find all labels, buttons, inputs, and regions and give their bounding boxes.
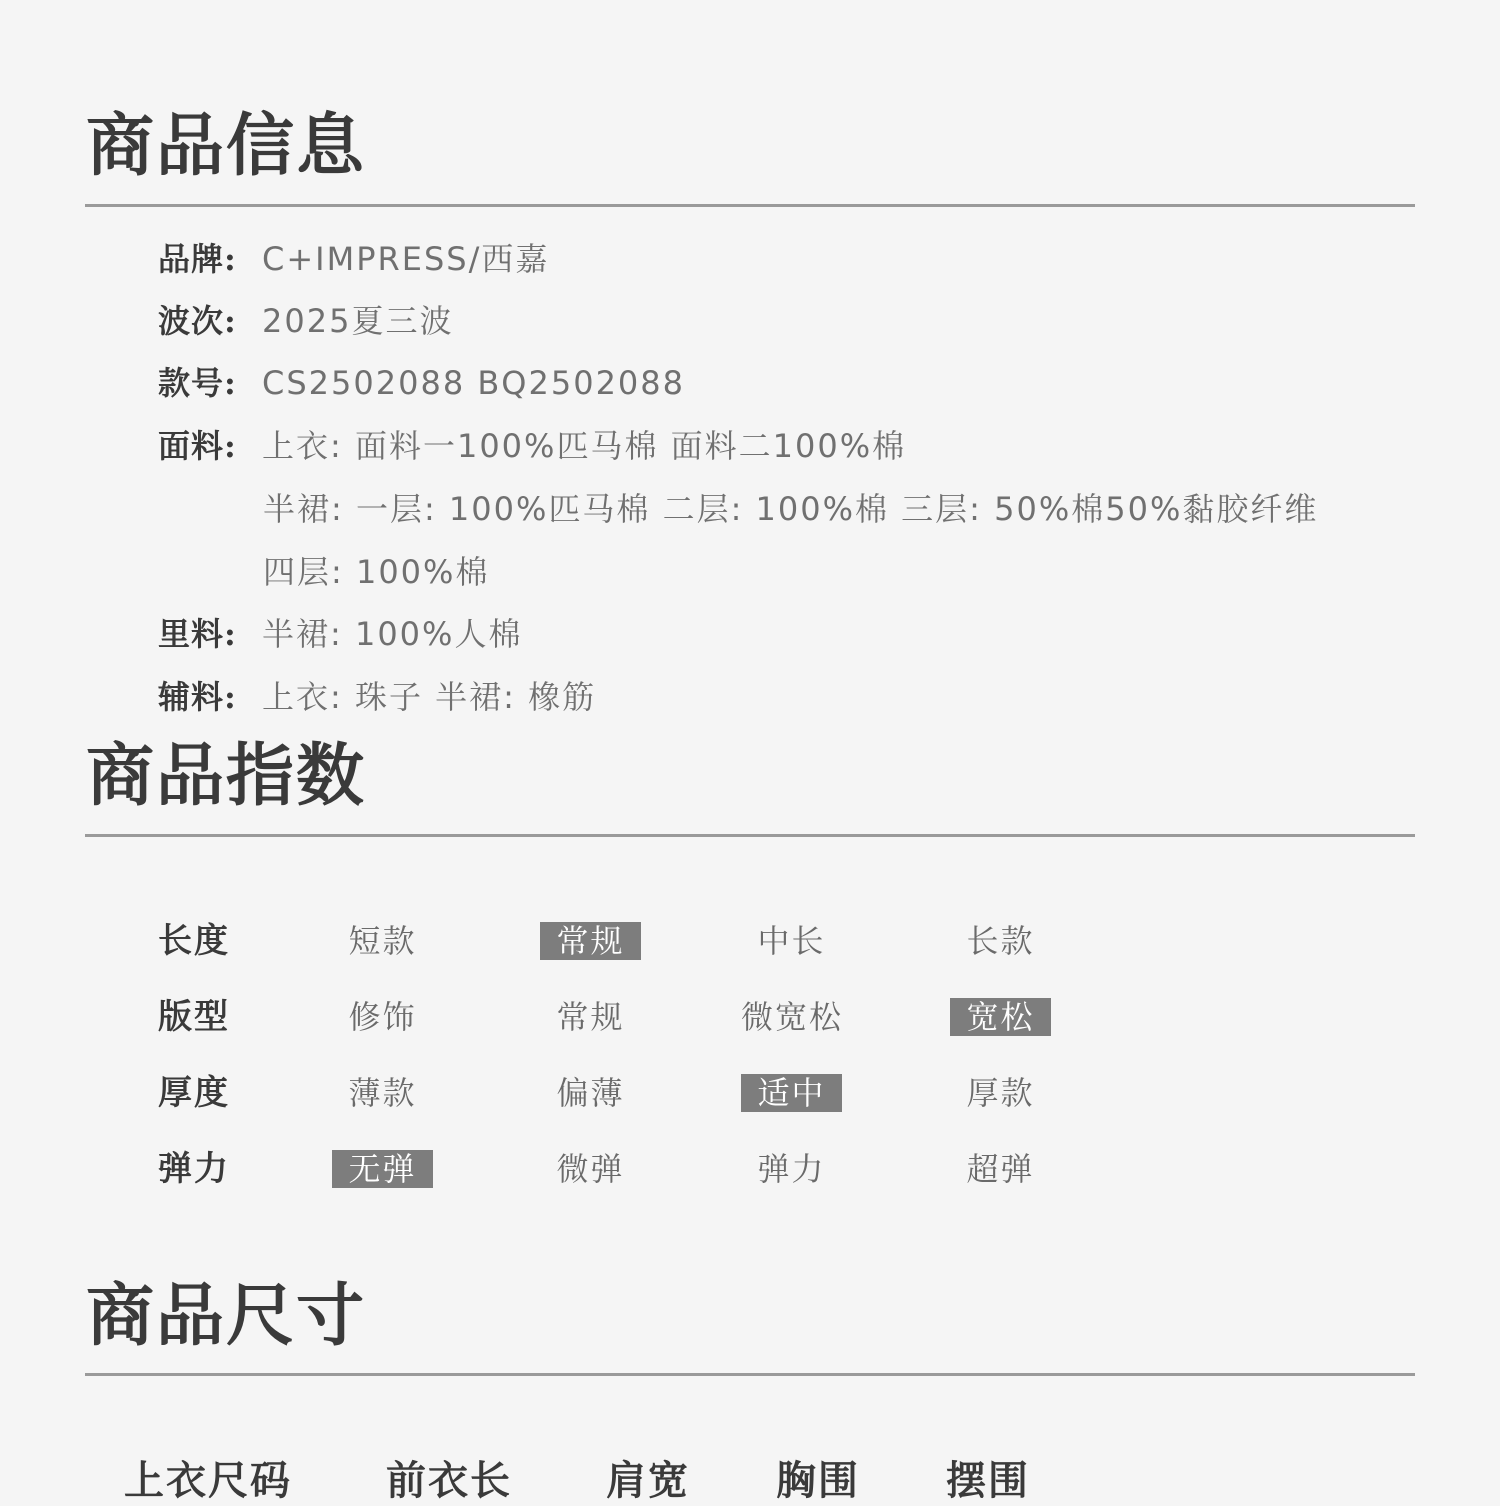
info-row-fabric — [158, 421, 906, 471]
size-column-header: 胸围 — [776, 1457, 860, 1504]
size-column-header: 肩宽 — [606, 1457, 690, 1504]
index-label-thickness: 厚度 — [158, 1073, 230, 1113]
index-option: 薄款 — [348, 1074, 417, 1112]
section-title-product-size: 商品尺寸 — [86, 1276, 367, 1356]
index-label-fit: 版型 — [158, 997, 230, 1037]
index-option: 微宽松 — [741, 998, 844, 1036]
index-option-selected: 无弹 — [332, 1150, 433, 1188]
index-option: 修饰 — [348, 998, 417, 1036]
index-option: 短款 — [348, 922, 417, 960]
section-divider — [85, 204, 1415, 207]
info-label: 辅料: — [158, 678, 237, 716]
info-row-lining — [158, 609, 522, 659]
info-value: 上衣: 珠子 半裙: 橡筋 — [262, 678, 597, 716]
section-title-product-info: 商品信息 — [86, 106, 367, 186]
size-column-header: 前衣长 — [386, 1457, 512, 1504]
index-label-length: 长度 — [158, 921, 230, 961]
index-option: 弹力 — [757, 1150, 826, 1188]
index-option-selected: 常规 — [540, 922, 641, 960]
index-option: 超弹 — [966, 1150, 1035, 1188]
info-label: 里料: — [158, 615, 237, 653]
index-option: 偏薄 — [556, 1074, 625, 1112]
index-option: 微弹 — [556, 1150, 625, 1188]
info-value: CS2502088 BQ2502088 — [262, 364, 685, 402]
index-option: 中长 — [757, 922, 826, 960]
info-row-accessories — [158, 672, 596, 722]
size-column-header: 摆围 — [946, 1457, 1030, 1504]
section-divider — [85, 1373, 1415, 1376]
info-value: 2025夏三波 — [262, 302, 454, 340]
info-label: 面料: — [158, 427, 237, 465]
info-row-fabric-skirt: 半裙: 一层: 100%匹马棉 二层: 100%棉 三层: 50%棉50%黏胶纤维 — [263, 490, 1319, 528]
index-label-elasticity: 弹力 — [158, 1149, 230, 1189]
info-label: 品牌: — [158, 240, 237, 278]
info-value: 半裙: 100%人棉 — [262, 615, 523, 653]
section-divider — [85, 834, 1415, 837]
info-row-style-number — [158, 358, 685, 408]
index-option: 常规 — [556, 998, 625, 1036]
info-row-wave — [158, 296, 453, 346]
info-row-fabric-layer4: 四层: 100%棉 — [263, 553, 490, 591]
index-option-selected: 宽松 — [950, 998, 1051, 1036]
index-option: 厚款 — [966, 1074, 1035, 1112]
size-column-header: 上衣尺码 — [124, 1457, 292, 1504]
info-label: 波次: — [158, 302, 237, 340]
info-value: C+IMPRESS/西嘉 — [262, 240, 550, 278]
section-title-product-index: 商品指数 — [86, 736, 367, 816]
index-option: 长款 — [966, 922, 1035, 960]
index-option-selected: 适中 — [741, 1074, 842, 1112]
info-value: 上衣: 面料一100%匹马棉 面料二100%棉 — [262, 427, 907, 465]
info-row-brand — [158, 234, 549, 284]
info-label: 款号: — [158, 364, 237, 402]
